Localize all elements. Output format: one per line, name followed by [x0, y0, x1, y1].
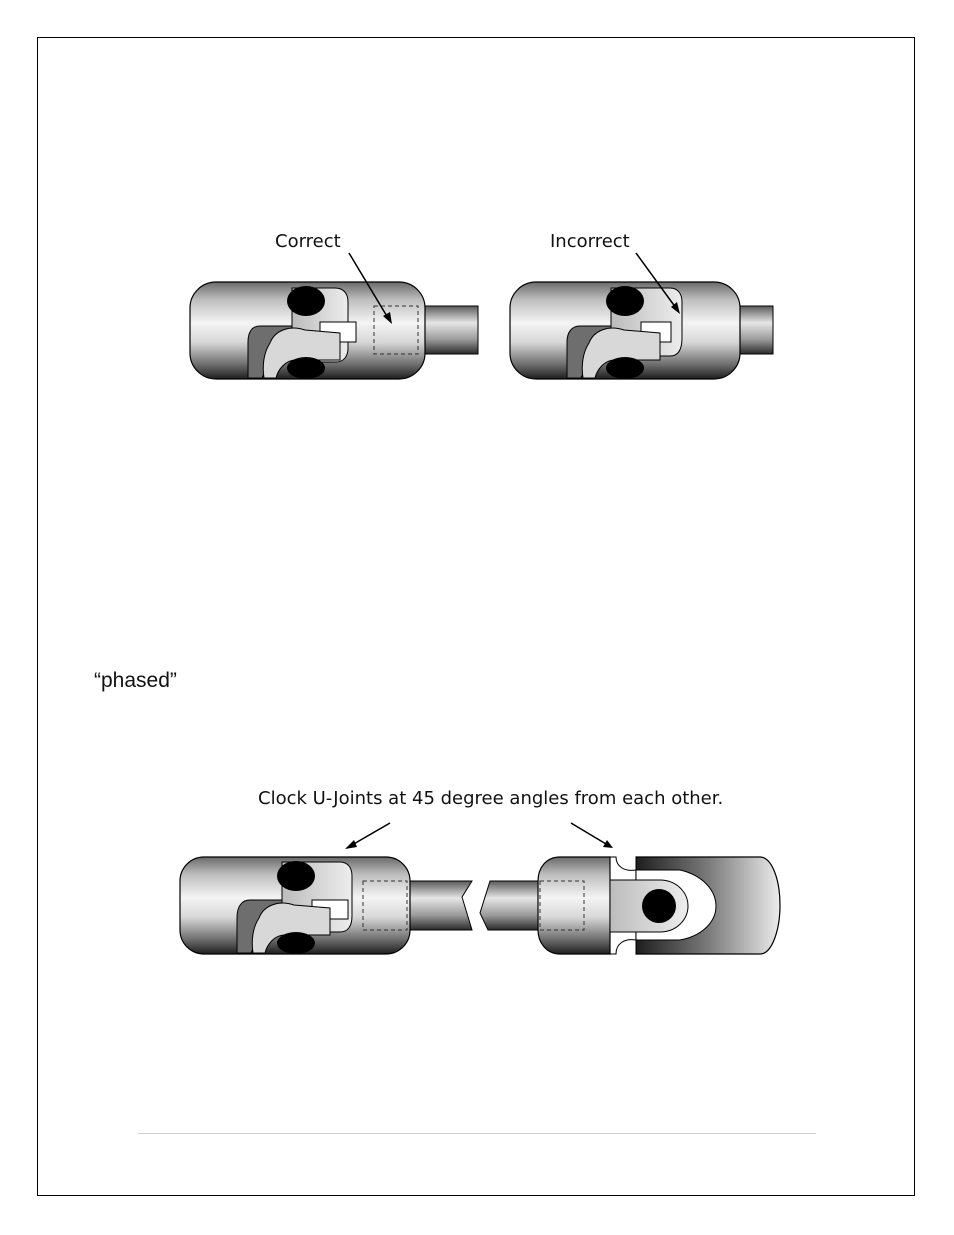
incorrect-label: Incorrect	[550, 231, 630, 252]
correct-label: Correct	[275, 231, 341, 252]
pin-icon	[606, 357, 644, 379]
pin-icon	[287, 357, 325, 379]
pin-icon	[606, 286, 644, 316]
pin-icon	[287, 286, 325, 316]
ujoint-incorrect	[510, 253, 773, 379]
pin-icon	[642, 889, 676, 923]
pin-icon	[277, 932, 315, 954]
phased-text: “phased”	[94, 669, 177, 692]
ujoint-correct	[190, 253, 478, 379]
ujoint-phased-pair	[180, 823, 780, 954]
pin-icon	[277, 861, 315, 891]
clock-caption: Clock U-Joints at 45 degree angles from each other.	[258, 788, 724, 809]
footer-rule	[138, 1133, 816, 1134]
